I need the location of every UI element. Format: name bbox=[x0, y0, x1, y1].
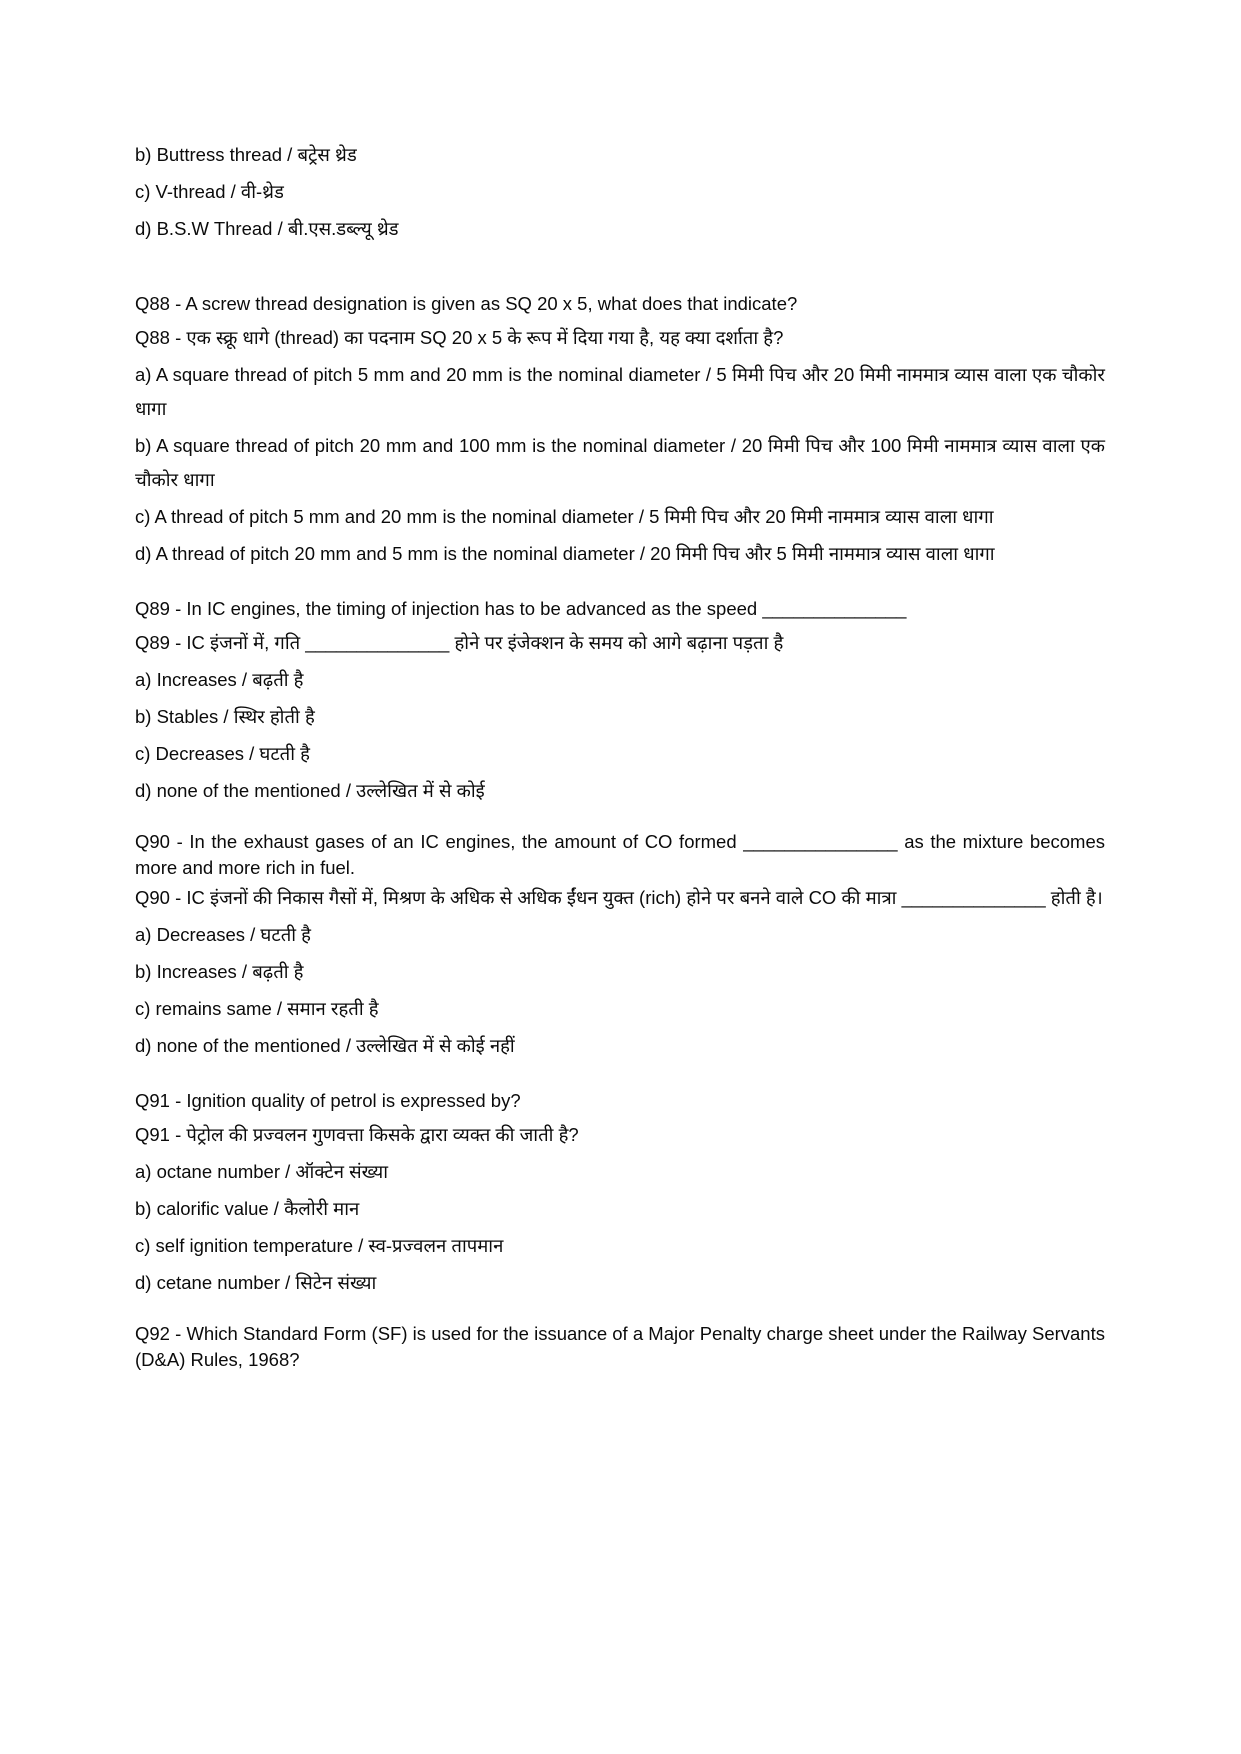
question-text-hi: Q90 - IC इंजनों की निकास गैसों में, मिश्रण के अधिक से अधिक ईंधन युक्त (rich) होने पर बनने वाले CO की मात्रा ______________ होती है। bbox=[135, 887, 1103, 908]
option-line: b) Increases / बढ़ती है bbox=[135, 961, 304, 982]
previous-question-options bbox=[135, 138, 1105, 246]
question-text-hi: Q91 - पेट्रोल की प्रज्वलन गुणवत्ता किसके द्वारा व्यक्त की जाती है? bbox=[135, 1124, 579, 1145]
question-text-en: Q89 - In IC engines, the timing of injection has to be advanced as the speed ______________ bbox=[135, 598, 907, 619]
option-line: d) none of the mentioned / उल्लेखित में से कोई नहीं bbox=[135, 1035, 515, 1056]
question-text-hi: Q89 - IC इंजनों में, गति ______________ होने पर इंजेक्शन के समय को आगे बढ़ाना पड़ता है bbox=[135, 632, 784, 653]
option-line: d) B.S.W Thread / बी.एस.डब्ल्यू थ्रेड bbox=[135, 218, 399, 239]
question-text-en: Q92 - Which Standard Form (SF) is used for the issuance of a Major Penalty charge sheet under the Railway Servants (D&A) Rules, 1968? bbox=[135, 1323, 1105, 1370]
option-line: b) Stables / स्थिर होती है bbox=[135, 706, 315, 727]
question-block-q91 bbox=[135, 1084, 1105, 1300]
option-line: c) A thread of pitch 5 mm and 20 mm is the nominal diameter / 5 मिमी पिच और 20 मिमी नाममात्र व्यास वाला धागा bbox=[135, 506, 994, 527]
question-text-hi: Q88 - एक स्क्रू धागे (thread) का पदनाम SQ 20 x 5 के रूप में दिया गया है, यह क्या दर्शाता है? bbox=[135, 327, 784, 348]
question-text-en: Q88 - A screw thread designation is given as SQ 20 x 5, what does that indicate? bbox=[135, 293, 798, 314]
option-line: a) Increases / बढ़ती है bbox=[135, 669, 304, 690]
option-line: d) A thread of pitch 20 mm and 5 mm is the nominal diameter / 20 मिमी पिच और 5 मिमी नाममात्र व्यास वाला धागा bbox=[135, 543, 995, 564]
option-line: a) A square thread of pitch 5 mm and 20 mm is the nominal diameter / 5 मिमी पिच और 20 मिमी नाममात्र व्यास वाला एक चौकोर धागा bbox=[135, 364, 1105, 419]
option-line: a) octane number / ऑक्टेन संख्या bbox=[135, 1161, 389, 1182]
option-line: a) Decreases / घटती है bbox=[135, 924, 311, 945]
option-line: b) A square thread of pitch 20 mm and 100 mm is the nominal diameter / 20 मिमी पिच और 100 मिमी नाममात्र व्यास वाला एक चौकोर धागा bbox=[135, 435, 1105, 490]
option-line: d) none of the mentioned / उल्लेखित में से कोई bbox=[135, 780, 485, 801]
option-line: b) Buttress thread / बट्रेस थ्रेड bbox=[135, 144, 357, 165]
option-line: b) calorific value / कैलोरी मान bbox=[135, 1198, 360, 1219]
question-text-en: Q91 - Ignition quality of petrol is expressed by? bbox=[135, 1090, 521, 1111]
option-line: c) remains same / समान रहती है bbox=[135, 998, 379, 1019]
option-line: c) Decreases / घटती है bbox=[135, 743, 310, 764]
option-line: d) cetane number / सिटेन संख्या bbox=[135, 1272, 377, 1293]
question-block-q88 bbox=[135, 287, 1105, 571]
question-block-q92 bbox=[135, 1321, 1105, 1373]
question-block-q89 bbox=[135, 592, 1105, 808]
question-text-en: Q90 - In the exhaust gases of an IC engines, the amount of CO formed _______________ as the mixture becomes more and more rich in fuel. bbox=[135, 831, 1105, 878]
option-line: c) V-thread / वी-थ्रेड bbox=[135, 181, 284, 202]
question-block-q90 bbox=[135, 829, 1105, 1063]
option-line: c) self ignition temperature / स्व-प्रज्वलन तापमान bbox=[135, 1235, 504, 1256]
